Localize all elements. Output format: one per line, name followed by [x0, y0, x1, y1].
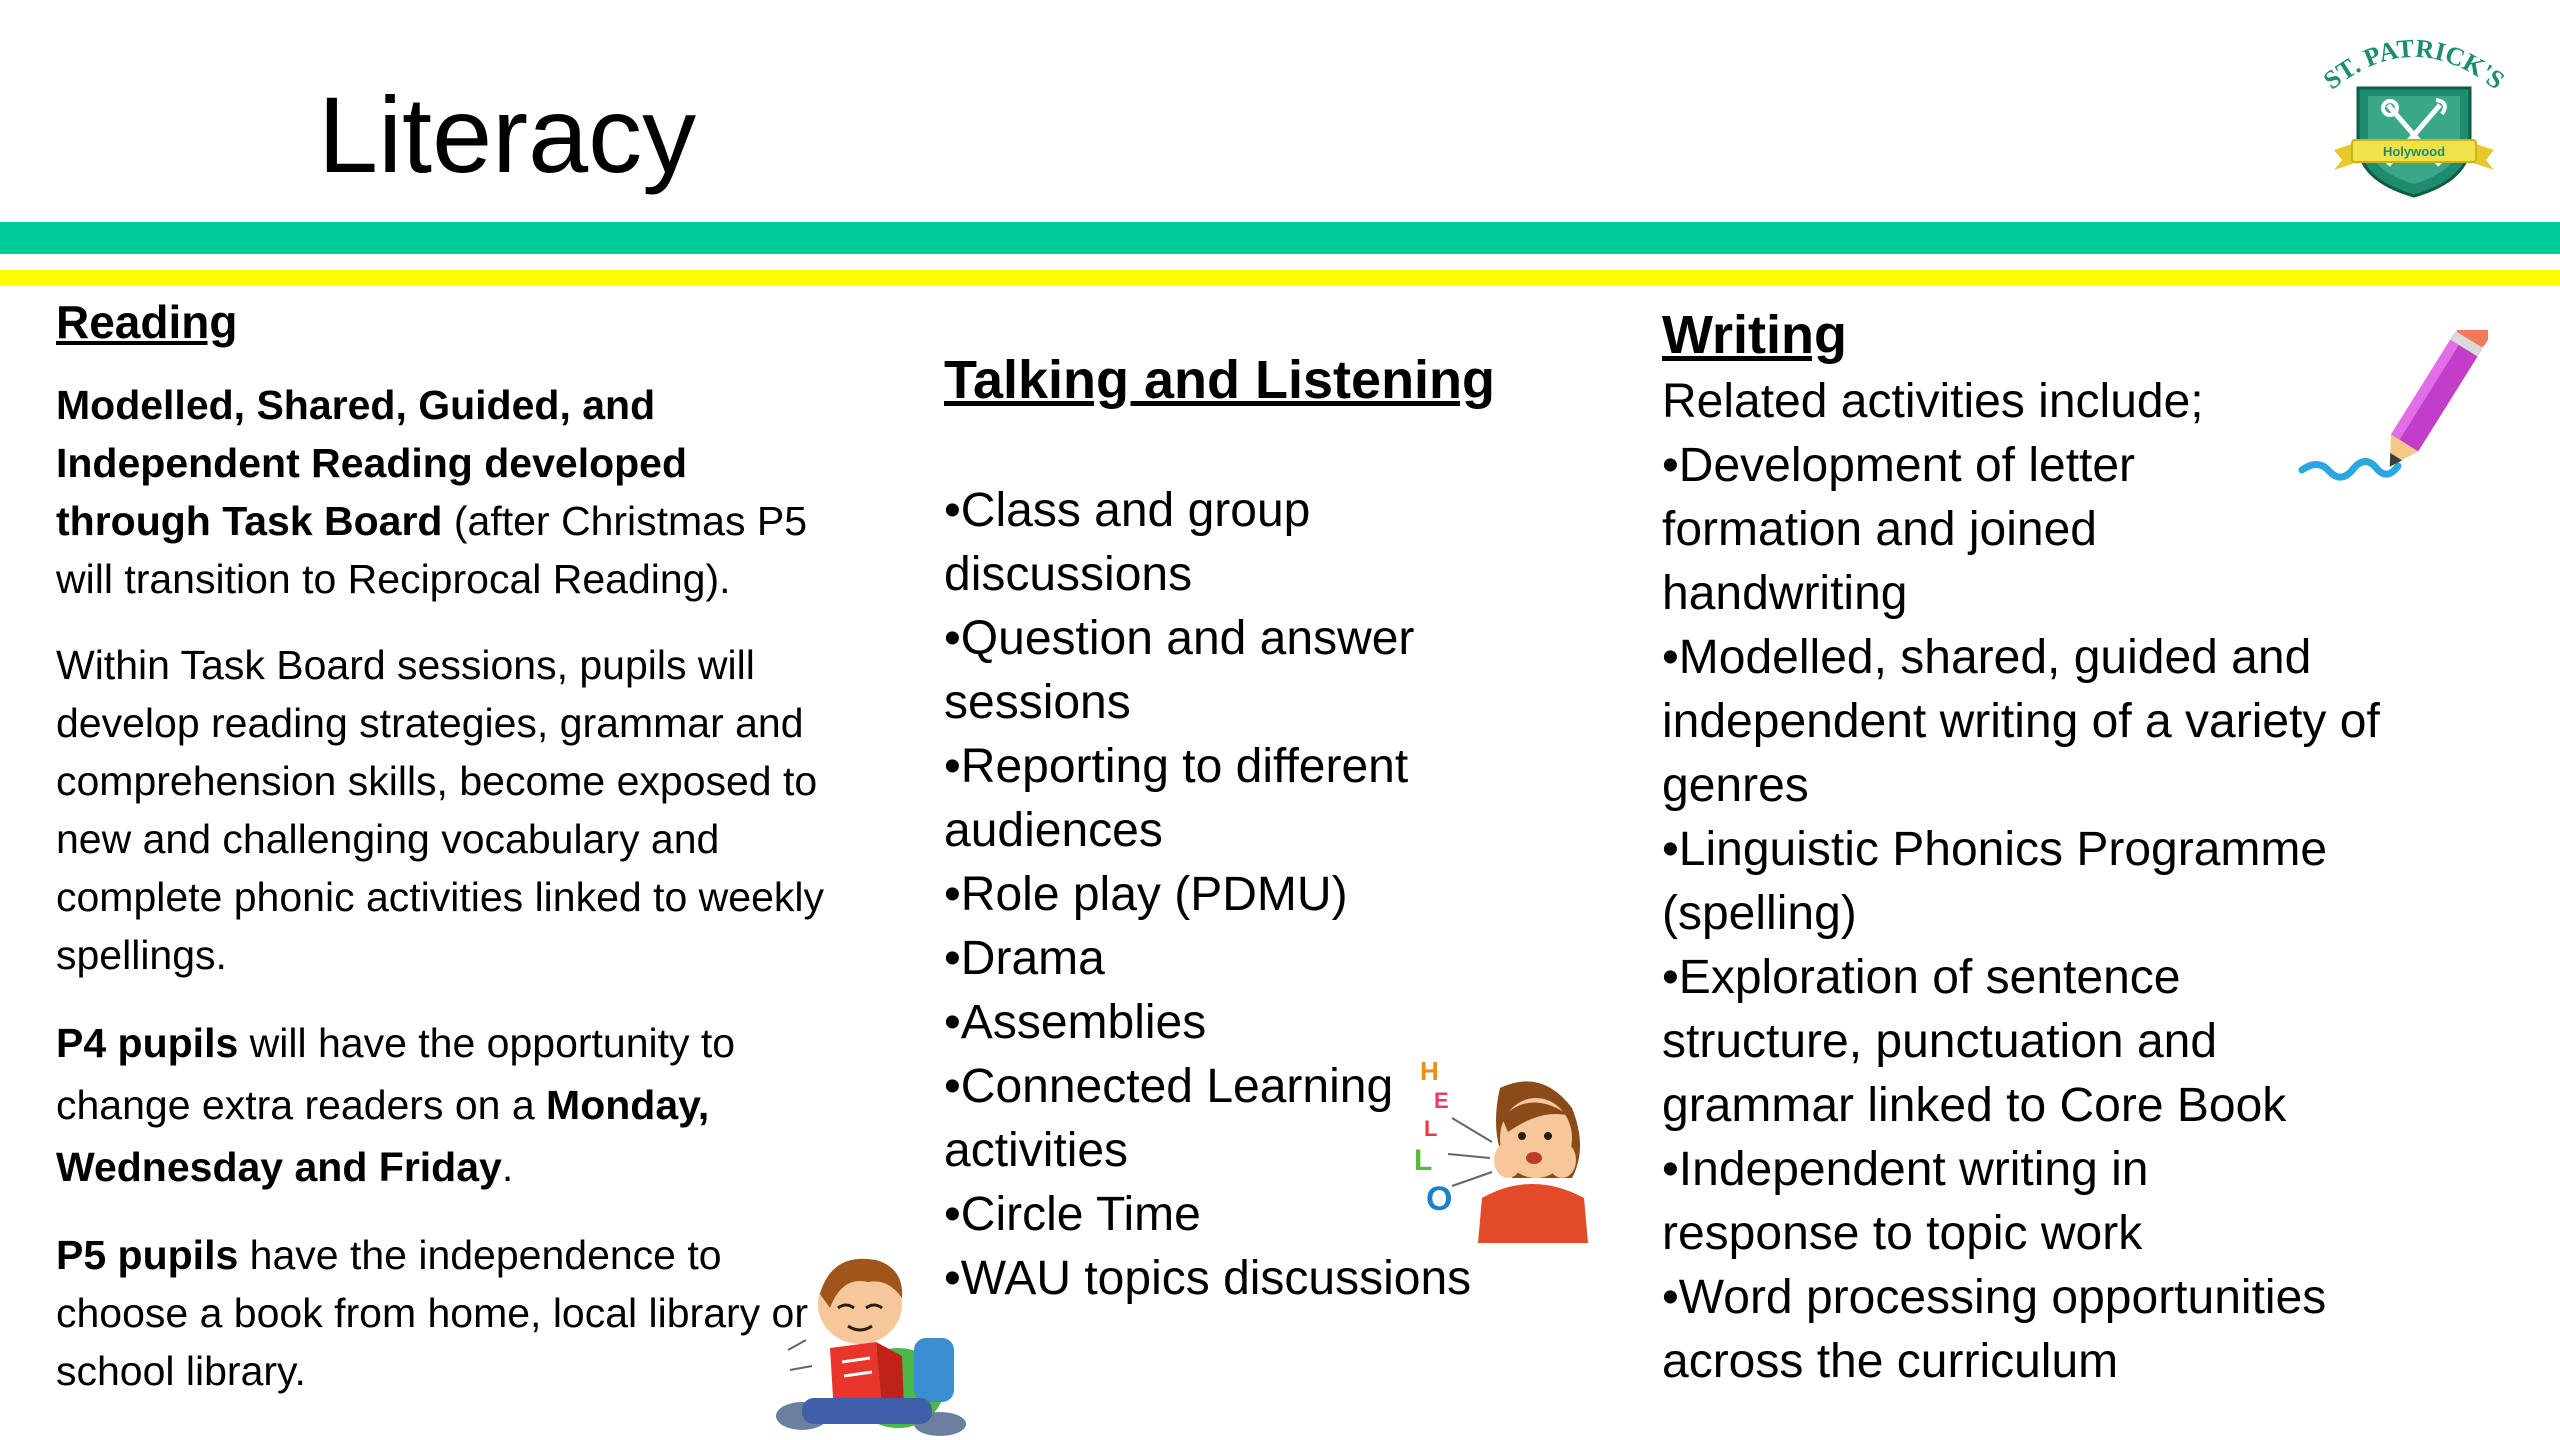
reading-p1-rest: (after Christmas P5 will transition to Reciprocal Reading).	[56, 498, 808, 602]
list-item: •Class and group discussions	[944, 484, 1311, 601]
writing-heading: Writing	[1662, 305, 1847, 365]
list-item: •Circle Time	[944, 1188, 1201, 1241]
writing-intro: Related activities include;	[1662, 375, 2204, 428]
list-item: •Word processing opportunities across the curriculum	[1662, 1271, 2327, 1388]
teal-band	[0, 222, 2560, 254]
reading-paragraph-1	[56, 376, 836, 608]
boy-reading-clipart	[772, 1238, 972, 1438]
crest-text: ST. PATRICK'S	[2318, 33, 2510, 96]
reading-paragraph-2: Within Task Board sessions, pupils will develop reading strategies, grammar and comprehension skills, become exposed to new and challenging vocabulary and complete phonic activities linked to weekly spellings.	[56, 642, 824, 978]
reading-p3-bold-1: P4 pupils	[56, 1020, 239, 1066]
list-item: •Role play (PDMU)	[944, 868, 1348, 921]
svg-text:L: L	[1424, 1116, 1438, 1141]
yellow-band	[0, 270, 2560, 286]
list-item: •Connected Learning activities	[944, 1060, 1394, 1177]
svg-text:L: L	[1414, 1144, 1433, 1177]
pencil-icon	[2298, 330, 2488, 490]
reading-p4-bold: P5 pupils	[56, 1232, 239, 1278]
list-item: •Reporting to different audiences	[944, 740, 1409, 857]
talking-heading: Talking and Listening	[944, 350, 1496, 410]
list-item: •Linguistic Phonics Programme (spelling)	[1662, 823, 2328, 940]
writing-column	[1662, 300, 2402, 1394]
reading-p1-bold: Modelled, Shared, Guided, and Independent Reading developed through Task Board	[56, 382, 688, 544]
list-item: •Modelled, shared, guided and independent writing of a variety of genres	[1662, 631, 2380, 812]
reading-p4-rest: have the independence to choose a book from home, local library or school library.	[56, 1232, 809, 1394]
reading-heading: Reading	[56, 296, 238, 348]
svg-text:H: H	[1420, 1058, 1439, 1086]
crest-ribbon-text: Holywood	[2382, 144, 2446, 159]
reading-paragraph-3	[56, 1012, 836, 1198]
svg-text:E: E	[1434, 1088, 1449, 1113]
reading-p3-end: .	[501, 1144, 514, 1190]
reading-p3-mid: will have the opportunity to change extra readers on a	[56, 1020, 736, 1128]
list-item: •Independent writing in response to topic work	[1662, 1143, 2149, 1260]
list-item: •Assemblies	[944, 996, 1207, 1049]
list-item: •Question and answer sessions	[944, 612, 1415, 729]
list-item: •Drama	[944, 932, 1105, 985]
list-item: •Development of letter formation and joined handwriting	[1662, 439, 2136, 620]
hello-girl-clipart	[1412, 1058, 1597, 1243]
school-crest-logo	[2318, 30, 2510, 200]
svg-text:O: O	[1426, 1180, 1453, 1218]
page-title: Literacy	[318, 74, 697, 195]
reading-paragraph-4	[56, 1226, 826, 1400]
writing-list	[1662, 434, 2402, 1394]
reading-column	[56, 290, 836, 1428]
reading-p3-bold-2: Monday, Wednesday and Friday	[56, 1082, 710, 1190]
list-item: •Exploration of sentence structure, punctuation and grammar linked to Core Book	[1662, 951, 2287, 1132]
list-item: •WAU topics discussions	[944, 1252, 1472, 1305]
